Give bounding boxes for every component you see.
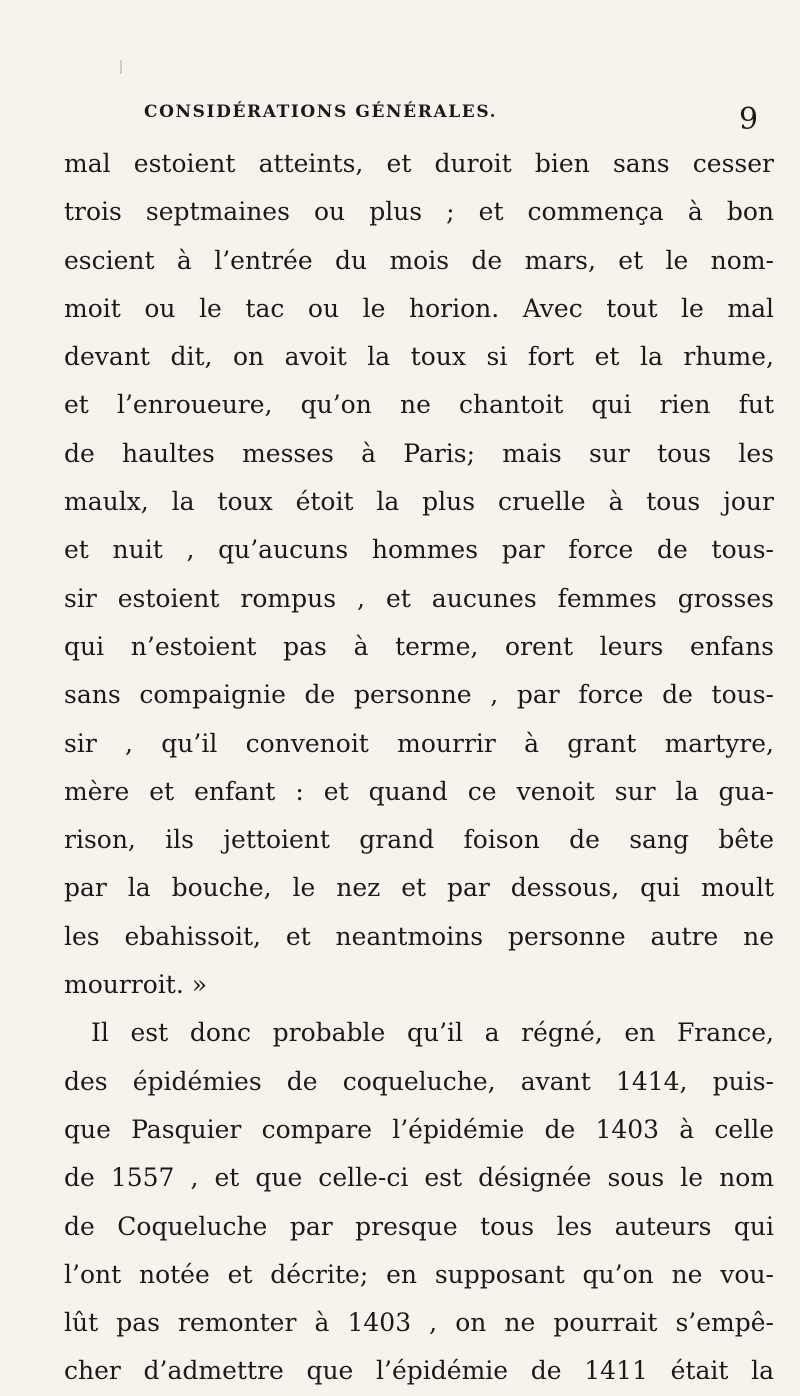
text-line: les ebahissoit, et neantmoins personne autre ne bbox=[64, 921, 774, 951]
text-line: et l’enroueure, qu’on ne chantoit qui rien fut bbox=[64, 390, 774, 420]
body-text bbox=[64, 140, 774, 1396]
text-line: sans compaignie de personne , par force de tous- bbox=[64, 680, 774, 710]
running-header: CONSIDÉRATIONS GÉNÉRALES. bbox=[144, 102, 498, 122]
print-mark bbox=[120, 60, 122, 74]
text-line: l’ont notée et décrite; en supposant qu’on ne vou- bbox=[64, 1259, 774, 1289]
text-line: de haultes messes à Paris; mais sur tous les bbox=[64, 438, 774, 468]
text-line: devant dit, on avoit la toux si fort et la rhume, bbox=[64, 342, 774, 372]
text-line: par la bouche, le nez et par dessous, qui moult bbox=[64, 873, 774, 903]
text-line: rison, ils jettoient grand foison de sang bête bbox=[64, 825, 774, 855]
text-line: escient à l’entrée du mois de mars, et le nom- bbox=[64, 245, 774, 275]
text-line: mère et enfant : et quand ce venoit sur la gua- bbox=[64, 776, 774, 806]
text-line: sir estoient rompus , et aucunes femmes grosses bbox=[64, 583, 774, 613]
text-line: cher d’admettre que l’épidémie de 1411 était la bbox=[64, 1356, 774, 1386]
text-line: qui n’estoient pas à terme, orent leurs enfans bbox=[64, 631, 774, 661]
text-line: lût pas remonter à 1403 , on ne pourrait s’empê- bbox=[64, 1308, 774, 1338]
text-line: sir , qu’il convenoit mourrir à grant martyre, bbox=[64, 728, 774, 758]
text-line: de Coqueluche par presque tous les auteurs qui bbox=[64, 1211, 774, 1241]
text-line: mourroit. » bbox=[64, 970, 208, 1000]
page-number: 9 bbox=[739, 102, 759, 137]
text-line: moit ou le tac ou le horion. Avec tout le mal bbox=[64, 293, 774, 323]
text-line: que Pasquier compare l’épidémie de 1403 à celle bbox=[64, 1114, 774, 1144]
text-line: maulx, la toux étoit la plus cruelle à tous jour bbox=[64, 487, 774, 517]
text-line: de 1557 , et que celle-ci est désignée sous le nom bbox=[64, 1163, 774, 1193]
text-line: trois septmaines ou plus ; et commença à bon bbox=[64, 197, 774, 227]
text-line: mal estoient atteints, et duroit bien sans cesser bbox=[64, 149, 774, 178]
text-line: des épidémies de coqueluche, avant 1414, puis- bbox=[64, 1066, 774, 1096]
text-line: Il est donc probable qu’il a régné, en France, bbox=[91, 1018, 774, 1048]
text-line: et nuit , qu’aucuns hommes par force de tous- bbox=[64, 535, 774, 565]
